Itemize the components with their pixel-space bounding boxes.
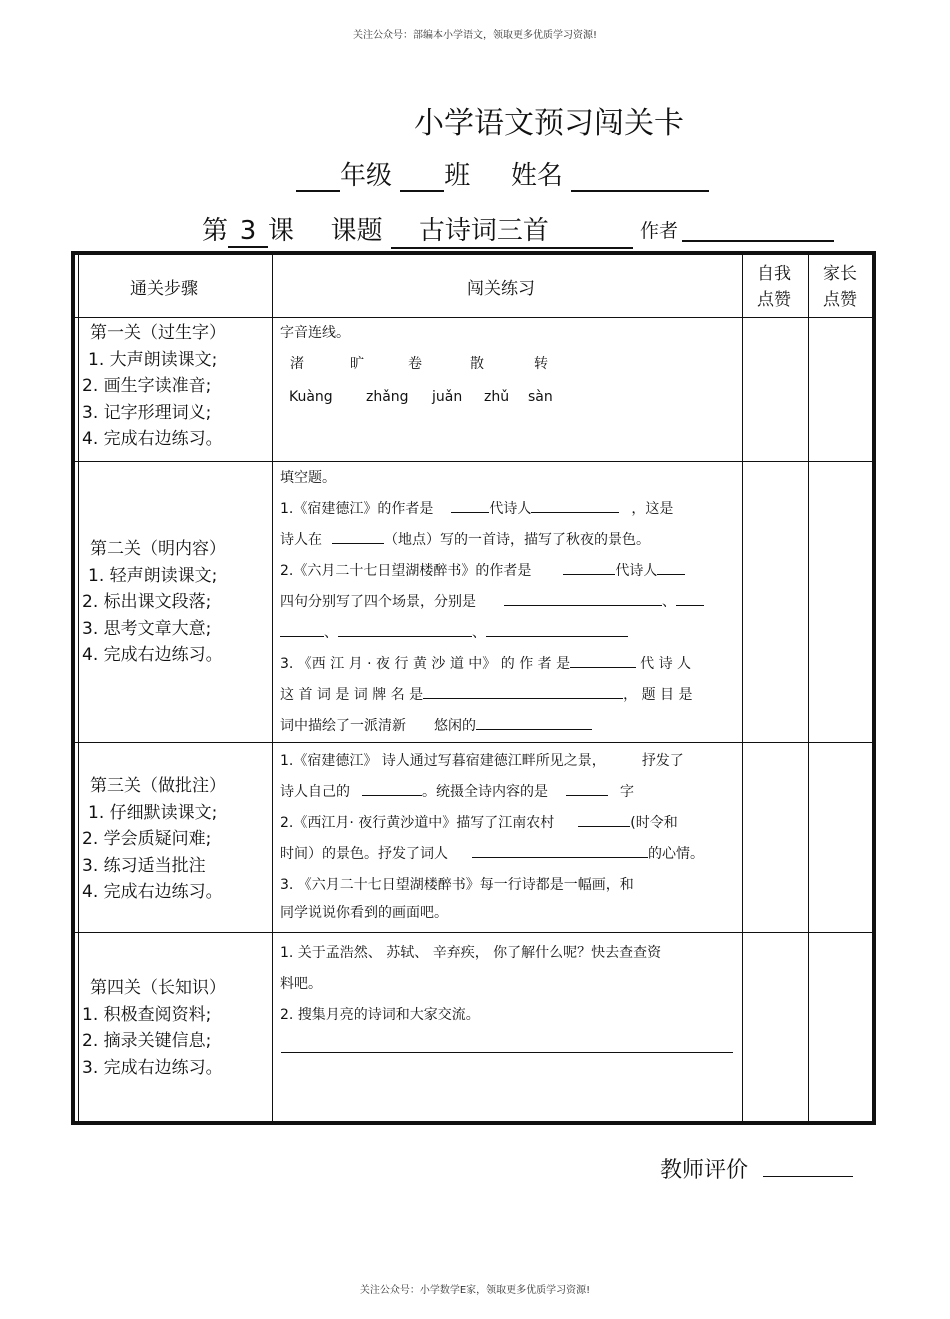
lesson-number: 3 [228, 216, 268, 248]
class-blank[interactable] [400, 160, 444, 192]
fill-blank[interactable] [578, 810, 630, 827]
row3-practice: 1.《宿建德江》 诗人通过写暮宿建德江畔所见之景， 抒发了 诗人自己的 。统摄全诗内容的是 字 2.《西江月· 夜行黄沙道中》描写了江南农村 (时令和 时间）的景色。抒发了词人 的心情。 3. 《六月二十七日望湖楼醉书》每一行诗都是一幅画，和 同学说说你看到的画面吧。 [280, 753, 704, 921]
teacher-eval [660, 1153, 853, 1184]
fill-blank[interactable] [566, 779, 608, 796]
footer-note: 关注公众号：小学数学E家，领取更多优质学习资源! [359, 1285, 591, 1296]
fill-blank[interactable] [332, 527, 384, 544]
char-item: 卷 [408, 356, 423, 372]
info-line [296, 155, 709, 192]
char-list [280, 349, 553, 380]
grade-blank[interactable] [296, 160, 340, 192]
pinyin-item: Kuàng [289, 389, 333, 405]
author-blank[interactable] [682, 240, 834, 242]
fill-blank[interactable] [486, 620, 628, 637]
pinyin-list [280, 382, 553, 413]
pinyin-item: sàn [528, 389, 553, 405]
header-practice: 闯关练习 [467, 279, 535, 299]
fill-blank[interactable] [676, 589, 704, 606]
name-blank[interactable] [571, 160, 709, 192]
fill-blank[interactable] [338, 620, 472, 637]
header-steps: 通关步骤 [130, 279, 198, 299]
lesson-suffix: 课 [268, 216, 295, 246]
teacher-eval-blank[interactable] [763, 1154, 853, 1177]
teacher-eval-label: 教师评价 [660, 1158, 749, 1183]
fill-blank[interactable] [476, 713, 592, 730]
row1-steps: 第一关（过生字） 1. 大声朗读课文; 2. 画生字读准音; 3. 记字形理词义; 4. 完成右边练习。 [82, 323, 226, 449]
pinyin-item: zhǎng [366, 389, 409, 405]
header-parent-praise: 家长 点赞 [823, 264, 857, 310]
row3-steps: 第三关（做批注） 1. 仔细默读课文; 2. 学会质疑问难; 3. 练习适当批注 4. 完成右边练习。 [82, 776, 226, 902]
header-note: 关注公众号：部编本小学语文，领取更多优质学习资源! [352, 30, 597, 41]
row-divider [75, 932, 872, 933]
fill-blank[interactable] [362, 779, 422, 796]
fill-blank[interactable] [657, 558, 685, 575]
char-item: 旷 [350, 356, 365, 372]
row4-steps: 第四关（长知识） 1. 积极查阅资料; 2. 摘录关键信息; 3. 完成右边练习。 [82, 978, 226, 1078]
fill-blank[interactable] [423, 682, 623, 699]
fill-blank[interactable] [280, 620, 324, 637]
header-self-praise: 自我 点赞 [757, 264, 791, 310]
char-item: 转 [534, 356, 549, 372]
row-divider [75, 461, 872, 462]
fill-blank[interactable] [563, 558, 615, 575]
topic-value: 古诗词三首 [391, 210, 633, 249]
author-label: 作者 [640, 220, 679, 242]
name-label: 姓名 [510, 161, 563, 191]
row4-practice: 1. 关于孟浩然、 苏轼、 辛弃疾， 你了解什么呢？快去查查资 料吧。 2. 搜集月亮的诗词和大家交流。 [280, 945, 662, 1023]
fill-blank[interactable] [504, 589, 662, 606]
lesson-prefix: 第 [202, 216, 229, 246]
pinyin-item: zhǔ [484, 389, 510, 405]
page-title: 小学语文预习闯关卡 [414, 106, 684, 141]
fill-blank[interactable] [531, 496, 619, 513]
fill-blank[interactable] [472, 841, 648, 858]
char-item: 渚 [290, 356, 305, 372]
fill-blank[interactable] [451, 496, 489, 513]
col-divider [272, 255, 273, 1121]
char-item: 散 [470, 356, 485, 372]
lesson-line [202, 210, 633, 249]
row-divider [75, 742, 872, 743]
grade-label: 年级 [340, 161, 393, 191]
row1-intro: 字音连线。 [280, 325, 350, 341]
pinyin-item: juǎn [432, 389, 463, 405]
row1-practice [280, 318, 553, 413]
row2-practice: 填空题。 1.《宿建德江》的作者是 代诗人 ，这是 诗人在 （地点）写的一首诗，描写了秋夜的景色。 2.《六月二十七日望湖楼醉书》的作者是 代诗人 四句分别写了四个场景，分别是 、 、 、 3. 《西 江 月 · 夜 行 黄 沙 道 中》 的 作 者 是 代 诗 人 这 首 词 是 词 牌 名 是 ， 题 目 是 词中描绘了一派清新 悠闲的 [280, 463, 735, 742]
col-divider [78, 255, 79, 1121]
col-divider [808, 255, 809, 1121]
row2-steps: 第二关（明内容） 1. 轻声朗读课文; 2. 标出课文段落; 3. 思考文章大意; 4. 完成右边练习。 [82, 539, 226, 665]
topic-label: 课题 [330, 216, 383, 246]
fill-blank[interactable] [570, 651, 636, 668]
answer-line[interactable] [281, 1052, 733, 1053]
class-label: 班 [444, 161, 471, 191]
col-divider [742, 255, 743, 1121]
